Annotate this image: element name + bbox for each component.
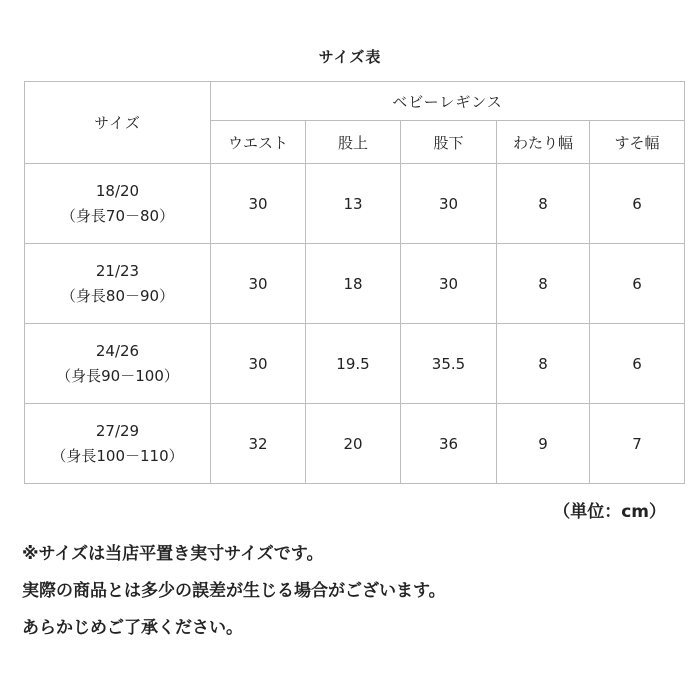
unit-label: （単位：cm） xyxy=(553,502,666,522)
waist-value: 30 xyxy=(211,164,306,244)
hem-width-value: 6 xyxy=(590,244,685,324)
size-cell xyxy=(25,244,211,324)
hem-width-value: 6 xyxy=(590,324,685,404)
hem-width-value: 7 xyxy=(590,404,685,484)
waist-value: 30 xyxy=(211,244,306,324)
thigh-width-value: 8 xyxy=(497,324,590,404)
rise-value: 19.5 xyxy=(306,324,401,404)
height-range: （身長70－80） xyxy=(60,206,175,225)
column-header-inseam: 股下 xyxy=(401,121,497,164)
thigh-width-value: 8 xyxy=(497,244,590,324)
column-header-rise: 股上 xyxy=(306,121,401,164)
size-cell xyxy=(25,324,211,404)
inseam-value: 30 xyxy=(401,244,497,324)
waist-value: 30 xyxy=(211,324,306,404)
size-label: 18/20 xyxy=(95,181,140,200)
height-range: （身長100－110） xyxy=(51,446,184,465)
table-header-row-1 xyxy=(25,82,685,121)
note-line: あらかじめご了承ください。 xyxy=(22,618,243,638)
inseam-value: 36 xyxy=(401,404,497,484)
inseam-value: 30 xyxy=(401,164,497,244)
size-label: 24/26 xyxy=(95,341,140,360)
thigh-width-value: 8 xyxy=(497,164,590,244)
note-line: ※サイズは当店平置き実寸サイズです。 xyxy=(22,544,324,564)
rise-value: 13 xyxy=(306,164,401,244)
table-row xyxy=(25,164,685,244)
height-range: （身長90－100） xyxy=(56,366,179,385)
column-header-hem-width: すそ幅 xyxy=(590,121,685,164)
hem-width-value: 6 xyxy=(590,164,685,244)
size-cell xyxy=(25,164,211,244)
rise-value: 20 xyxy=(306,404,401,484)
table-row xyxy=(25,324,685,404)
table-title: サイズ表 xyxy=(318,48,382,66)
waist-value: 32 xyxy=(211,404,306,484)
product-group-header: ベビーレギンス xyxy=(211,82,685,121)
note-line: 実際の商品とは多少の誤差が生じる場合がございます。 xyxy=(22,581,446,601)
size-label: 27/29 xyxy=(95,421,140,440)
size-cell xyxy=(25,404,211,484)
size-column-header: サイズ xyxy=(25,82,211,164)
column-header-waist: ウエスト xyxy=(211,121,306,164)
size-table xyxy=(24,81,685,484)
thigh-width-value: 9 xyxy=(497,404,590,484)
inseam-value: 35.5 xyxy=(401,324,497,404)
notes xyxy=(22,536,446,647)
rise-value: 18 xyxy=(306,244,401,324)
size-label: 21/23 xyxy=(95,261,140,280)
column-header-thigh-width: わたり幅 xyxy=(497,121,590,164)
table-row xyxy=(25,244,685,324)
table-row xyxy=(25,404,685,484)
height-range: （身長80－90） xyxy=(60,286,175,305)
